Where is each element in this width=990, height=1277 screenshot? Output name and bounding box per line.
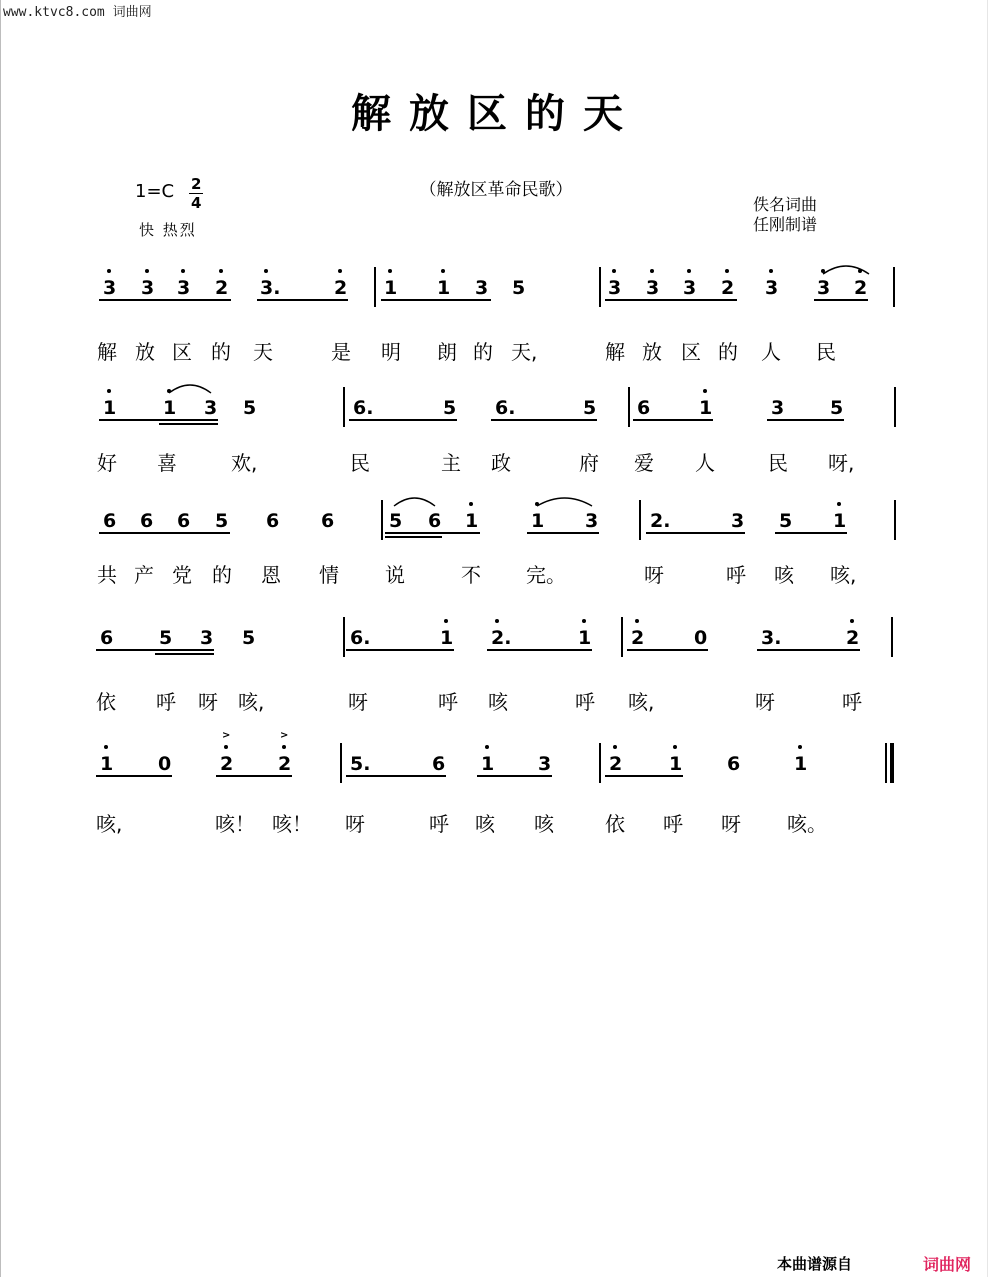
octave-dot	[635, 619, 639, 623]
lyric-char: 呀	[755, 690, 775, 714]
beam-underline	[477, 775, 552, 777]
note: 3	[683, 277, 697, 299]
lyric-char: 咳,	[628, 690, 655, 714]
lyric-char: 好	[97, 451, 117, 475]
beam-underline	[814, 299, 868, 301]
octave-dot	[650, 269, 654, 273]
beam-underline	[633, 419, 713, 421]
key-signature: 1=C	[135, 181, 175, 202]
beam-underline	[96, 649, 214, 651]
note: 1	[384, 277, 398, 299]
octave-dot	[535, 502, 539, 506]
note: 0	[158, 753, 172, 775]
barline	[343, 617, 345, 657]
note: 1	[481, 753, 495, 775]
beam-underline	[96, 775, 172, 777]
lyric-char: 的	[211, 340, 231, 364]
lyric-char: 民	[816, 340, 836, 364]
note: 5	[215, 510, 229, 532]
beam-underline	[349, 419, 457, 421]
octave-dot	[167, 389, 171, 393]
lyric-char: 咳,	[96, 812, 123, 836]
barline	[893, 267, 895, 307]
beam-underline	[99, 532, 230, 534]
note: 2	[721, 277, 735, 299]
octave-dot	[769, 269, 773, 273]
lyric-char: 咳	[488, 690, 508, 714]
octave-dot	[798, 745, 802, 749]
octave-dot	[821, 269, 825, 273]
credit-score: 任刚制谱	[753, 215, 818, 234]
note: 2	[334, 277, 348, 299]
note: 2	[278, 753, 292, 775]
note: 6	[266, 510, 280, 532]
lyric-char: 咳	[475, 812, 495, 836]
note: 6	[177, 510, 191, 532]
beam-underline	[99, 419, 218, 421]
note: 6	[140, 510, 154, 532]
final-barline-thin	[885, 743, 887, 783]
barline	[621, 617, 623, 657]
note: 5	[443, 397, 457, 419]
beam-underline-double	[159, 423, 218, 425]
octave-dot	[495, 619, 499, 623]
octave-dot	[673, 745, 677, 749]
lyric-char: 共	[97, 563, 117, 587]
note: 3	[771, 397, 785, 419]
note: 2	[220, 753, 234, 775]
note: 5	[512, 277, 526, 299]
lyric-char: 咳！	[215, 812, 255, 836]
beam-underline	[346, 649, 454, 651]
beam-underline	[527, 532, 599, 534]
lyric-char: 放	[135, 340, 155, 364]
note: 5.	[350, 753, 371, 775]
octave-dot	[725, 269, 729, 273]
tempo-marking: 快 热烈	[139, 221, 197, 239]
lyric-char: 解	[605, 340, 625, 364]
note: 6	[321, 510, 335, 532]
note: 2.	[491, 627, 512, 649]
barline	[599, 743, 601, 783]
octave-dot	[145, 269, 149, 273]
tie-slur	[394, 498, 435, 506]
lyric-char: 呀	[198, 690, 218, 714]
octave-dot	[850, 619, 854, 623]
note: 1	[531, 510, 545, 532]
lyric-char: 政	[491, 451, 511, 475]
octave-dot	[441, 269, 445, 273]
lyric-char: 呼	[726, 563, 746, 587]
lyric-char: 呼	[842, 690, 862, 714]
note: 5	[830, 397, 844, 419]
octave-dot	[388, 269, 392, 273]
beam-underline	[757, 649, 860, 651]
note: 2	[215, 277, 229, 299]
octave-dot	[613, 745, 617, 749]
note: 6	[428, 510, 442, 532]
lyric-char: 的	[212, 563, 232, 587]
note: 1	[103, 397, 117, 419]
octave-dot	[107, 389, 111, 393]
lyric-char: 呼	[575, 690, 595, 714]
note: 3	[200, 627, 214, 649]
beam-underline	[257, 299, 348, 301]
note: 3	[817, 277, 831, 299]
lyric-char: 解	[97, 340, 117, 364]
song-title: 解放区的天	[351, 90, 641, 137]
tie-slur	[537, 498, 592, 506]
note: 6	[637, 397, 651, 419]
lyric-char: 产	[134, 563, 154, 587]
note: 6	[103, 510, 117, 532]
time-signature-bottom: 4	[191, 194, 202, 212]
beam-underline	[767, 419, 844, 421]
octave-dot	[181, 269, 185, 273]
lyric-char: 咳。	[787, 812, 827, 836]
note: 1	[578, 627, 592, 649]
page-edge	[987, 0, 988, 1277]
octave-dot	[469, 502, 473, 506]
octave-dot	[837, 502, 841, 506]
beam-underline	[775, 532, 847, 534]
lyric-char: 情	[319, 563, 339, 587]
lyric-char: 主	[441, 451, 461, 475]
barline	[628, 387, 630, 427]
lyric-char: 人	[695, 451, 715, 475]
octave-dot	[858, 269, 862, 273]
note: 6	[432, 753, 446, 775]
note: 1	[437, 277, 451, 299]
octave-dot	[485, 745, 489, 749]
octave-dot	[219, 269, 223, 273]
lyric-char: 呼	[438, 690, 458, 714]
beam-underline	[605, 775, 683, 777]
lyric-char: 府	[579, 451, 599, 475]
footer-source-note: 本曲谱源自	[777, 1255, 853, 1273]
note: 3.	[761, 627, 782, 649]
time-signature-top: 2	[191, 175, 202, 193]
octave-dot	[264, 269, 268, 273]
lyric-char: 天	[253, 340, 273, 364]
note: 3	[141, 277, 155, 299]
beam-underline	[346, 775, 446, 777]
lyric-char: 恩	[261, 563, 281, 587]
octave-dot	[224, 745, 228, 749]
barline	[891, 617, 893, 657]
lyric-char: 咳,	[238, 690, 265, 714]
site-watermark: www.ktvc8.com 词曲网	[3, 5, 152, 20]
note: 3	[204, 397, 218, 419]
lyric-char: 呀	[345, 812, 365, 836]
note: 1	[833, 510, 847, 532]
lyric-char: 民	[768, 451, 788, 475]
note: 1	[100, 753, 114, 775]
lyric-char: 放	[642, 340, 662, 364]
note: 3	[731, 510, 745, 532]
note: 5	[159, 627, 173, 649]
note: 3	[765, 277, 779, 299]
note: 3	[585, 510, 599, 532]
tie-slur	[169, 385, 211, 393]
note: 6	[100, 627, 114, 649]
lyric-char: 民	[350, 451, 370, 475]
lyric-char: 欢,	[231, 451, 258, 475]
note: 5	[583, 397, 597, 419]
barline	[340, 743, 342, 783]
note: 3	[475, 277, 489, 299]
note: 2	[609, 753, 623, 775]
octave-dot	[104, 745, 108, 749]
lyric-char: 呀	[721, 812, 741, 836]
beam-underline	[487, 649, 592, 651]
note: 5	[779, 510, 793, 532]
note: 1	[699, 397, 713, 419]
beam-underline	[605, 299, 737, 301]
lyric-char: 爱	[634, 451, 654, 475]
lyric-char: 依	[96, 690, 116, 714]
lyric-char: 的	[473, 340, 493, 364]
note: 2.	[650, 510, 671, 532]
note: 3.	[260, 277, 281, 299]
lyric-char: 呼	[429, 812, 449, 836]
lyric-char: 咳！	[272, 812, 312, 836]
octave-dot	[444, 619, 448, 623]
lyric-char: 是	[331, 340, 351, 364]
octave-dot	[582, 619, 586, 623]
octave-dot	[612, 269, 616, 273]
lyric-char: 朗	[437, 340, 457, 364]
lyric-char: 咳	[534, 812, 554, 836]
footer-brand[interactable]: 词曲网	[923, 1255, 972, 1274]
lyric-char: 呀	[644, 563, 664, 587]
tie-slur	[823, 266, 869, 274]
note: 6	[727, 753, 741, 775]
barline	[374, 267, 376, 307]
barline	[381, 500, 383, 540]
note: 6.	[350, 627, 371, 649]
beam-underline	[646, 532, 745, 534]
lyric-char: 党	[172, 563, 192, 587]
lyric-char: 呼	[156, 690, 176, 714]
note: 3	[608, 277, 622, 299]
lyric-char: 说	[385, 563, 405, 587]
note: 3	[646, 277, 660, 299]
note: 2	[854, 277, 868, 299]
note: 6.	[495, 397, 516, 419]
lyric-char: 依	[605, 812, 625, 836]
lyric-char: 区	[681, 340, 701, 364]
octave-dot	[282, 745, 286, 749]
lyric-char: 喜	[157, 451, 177, 475]
note: 3	[177, 277, 191, 299]
accent-mark: >	[222, 730, 231, 741]
barline	[343, 387, 345, 427]
barline	[894, 500, 896, 540]
lyric-char: 不	[461, 563, 481, 587]
lyric-char: 呀	[348, 690, 368, 714]
beam-underline	[491, 419, 597, 421]
beam-underline-double	[155, 653, 214, 655]
beam-underline	[99, 299, 231, 301]
beam-underline	[381, 299, 491, 301]
note: 1	[440, 627, 454, 649]
beam-underline	[627, 649, 708, 651]
note: 5	[242, 627, 256, 649]
lyric-char: 区	[172, 340, 192, 364]
note: 1	[163, 397, 177, 419]
lyric-char: 完。	[526, 563, 566, 587]
accent-mark: >	[280, 730, 289, 741]
lyric-char: 呼	[663, 812, 683, 836]
lyric-char: 天,	[511, 340, 538, 364]
lyric-char: 明	[381, 340, 401, 364]
note: 5	[243, 397, 257, 419]
octave-dot	[687, 269, 691, 273]
beam-underline	[216, 775, 292, 777]
lyric-char: 人	[761, 340, 781, 364]
final-barline-thick	[890, 743, 894, 783]
octave-dot	[703, 389, 707, 393]
note: 0	[694, 627, 708, 649]
note: 1	[465, 510, 479, 532]
note: 3	[103, 277, 117, 299]
barline	[599, 267, 601, 307]
octave-dot	[107, 269, 111, 273]
lyric-char: 呀,	[828, 451, 855, 475]
note: 2	[846, 627, 860, 649]
note: 5	[389, 510, 403, 532]
barline	[639, 500, 641, 540]
lyric-char: 的	[718, 340, 738, 364]
note: 1	[669, 753, 683, 775]
barline	[894, 387, 896, 427]
beam-underline-double	[385, 536, 442, 538]
octave-dot	[338, 269, 342, 273]
beam-underline	[385, 532, 480, 534]
note: 6.	[353, 397, 374, 419]
lyric-char: 咳	[774, 563, 794, 587]
note: 3	[538, 753, 552, 775]
credit-lyrics: 佚名词曲	[753, 195, 818, 214]
note: 1	[794, 753, 808, 775]
note: 2	[631, 627, 645, 649]
song-subtitle: （解放区革命民歌）	[419, 180, 573, 200]
lyric-char: 咳,	[830, 563, 857, 587]
